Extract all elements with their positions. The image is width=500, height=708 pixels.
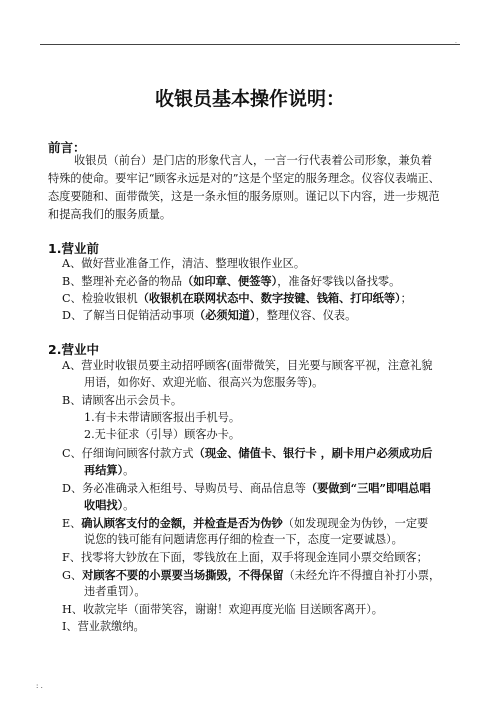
section2-item-e-line2: 说您的钱可能有问题请您再仔细的检查一下，态度一定要诚恳）。 bbox=[84, 533, 403, 546]
section1-item-a: A、做好营业准备工作，清洁、整理收银作业区。 bbox=[62, 257, 306, 270]
preface-line-4: 和提高我们的服务质量。 bbox=[48, 208, 172, 221]
section2-heading: 2.营业中 bbox=[48, 342, 99, 357]
section2-item-a-line1: A、营业时收银员要主动招呼顾客(面带微笑，目光要与顾客平视，注意礼貌 bbox=[62, 359, 433, 372]
page-title: 收银员基本操作说明： bbox=[154, 88, 345, 110]
section2-item-b-sub2: 2.无卡征求（引导）顾客办卡。 bbox=[84, 428, 241, 441]
footer-marker: : . bbox=[36, 682, 43, 690]
section2-item-b-sub1: 1.有卡未带请顾客报出手机号。 bbox=[84, 411, 241, 424]
section2-item-g-line1: G、对顾客不要的小票要当场撕毁，不得保留（未经允许不得擅自补打小票， bbox=[62, 568, 441, 582]
preface-line-2: 特殊的使命。要牢记“顾客永远是对的”这是个坚定的服务理念。仪容仪表端正、 bbox=[48, 172, 440, 185]
section2-item-d-line1: D、务必准确录入柜组号、导购员号、商品信息等（要做到“三唱”即唱总唱 bbox=[62, 481, 431, 495]
section2-item-f: F、找零将大钞放在下面，零钱放在上面，双手将现金连同小票交给顾客； bbox=[62, 551, 428, 564]
section2-item-d-line2: 收唱找）。 bbox=[84, 498, 135, 512]
section1-heading: 1.营业前 bbox=[48, 241, 99, 256]
section2-item-c-line1: C、仔细询问顾客付款方式（现金、储值卡、银行卡 ，刷卡用户必须成功后 bbox=[62, 446, 433, 460]
section1-item-c: C、检验收银机（收银机在联网状态中、数字按键、钱箱、打印纸等）； bbox=[62, 291, 412, 305]
section1-item-b: B、整理补充必备的物品（如印章、便签等），准备好零钱以备找零。 bbox=[62, 274, 401, 288]
header-marker: . bbox=[455, 38, 457, 45]
section2-item-c-line2: 再结算）。 bbox=[84, 463, 135, 477]
section2-item-b: B、请顾客出示会员卡。 bbox=[62, 394, 183, 407]
section2-item-i: I、营业款缴纳。 bbox=[62, 620, 145, 633]
preface-line-1: 收银员（前台）是门店的形象代言人，一言一行代表着公司形象，兼负着 bbox=[74, 154, 433, 167]
section2-item-e-line1: E、确认顾客支付的金额，并检查是否为伪钞（如发现现金为伪钞，一定要 bbox=[62, 516, 429, 530]
section2-item-a-line2: 用语，如你好、欢迎光临、很高兴为您服务等)。 bbox=[84, 376, 324, 389]
header-rule bbox=[40, 44, 460, 45]
preface-line-3: 态度要随和、面带微笑，这是一条永恒的服务原则。谨记以下内容，进一步规范 bbox=[48, 190, 440, 203]
section1-item-d: D、了解当日促销活动事项（必须知道），整理仪容、仪表。 bbox=[62, 308, 357, 322]
section2-item-g-line2: 违者重罚）。 bbox=[84, 585, 146, 598]
preface-heading: 前言： bbox=[48, 140, 86, 155]
section2-item-h: H、收款完毕（面带笑容，谢谢！欢迎再度光临 目送顾客离开）。 bbox=[62, 603, 383, 616]
